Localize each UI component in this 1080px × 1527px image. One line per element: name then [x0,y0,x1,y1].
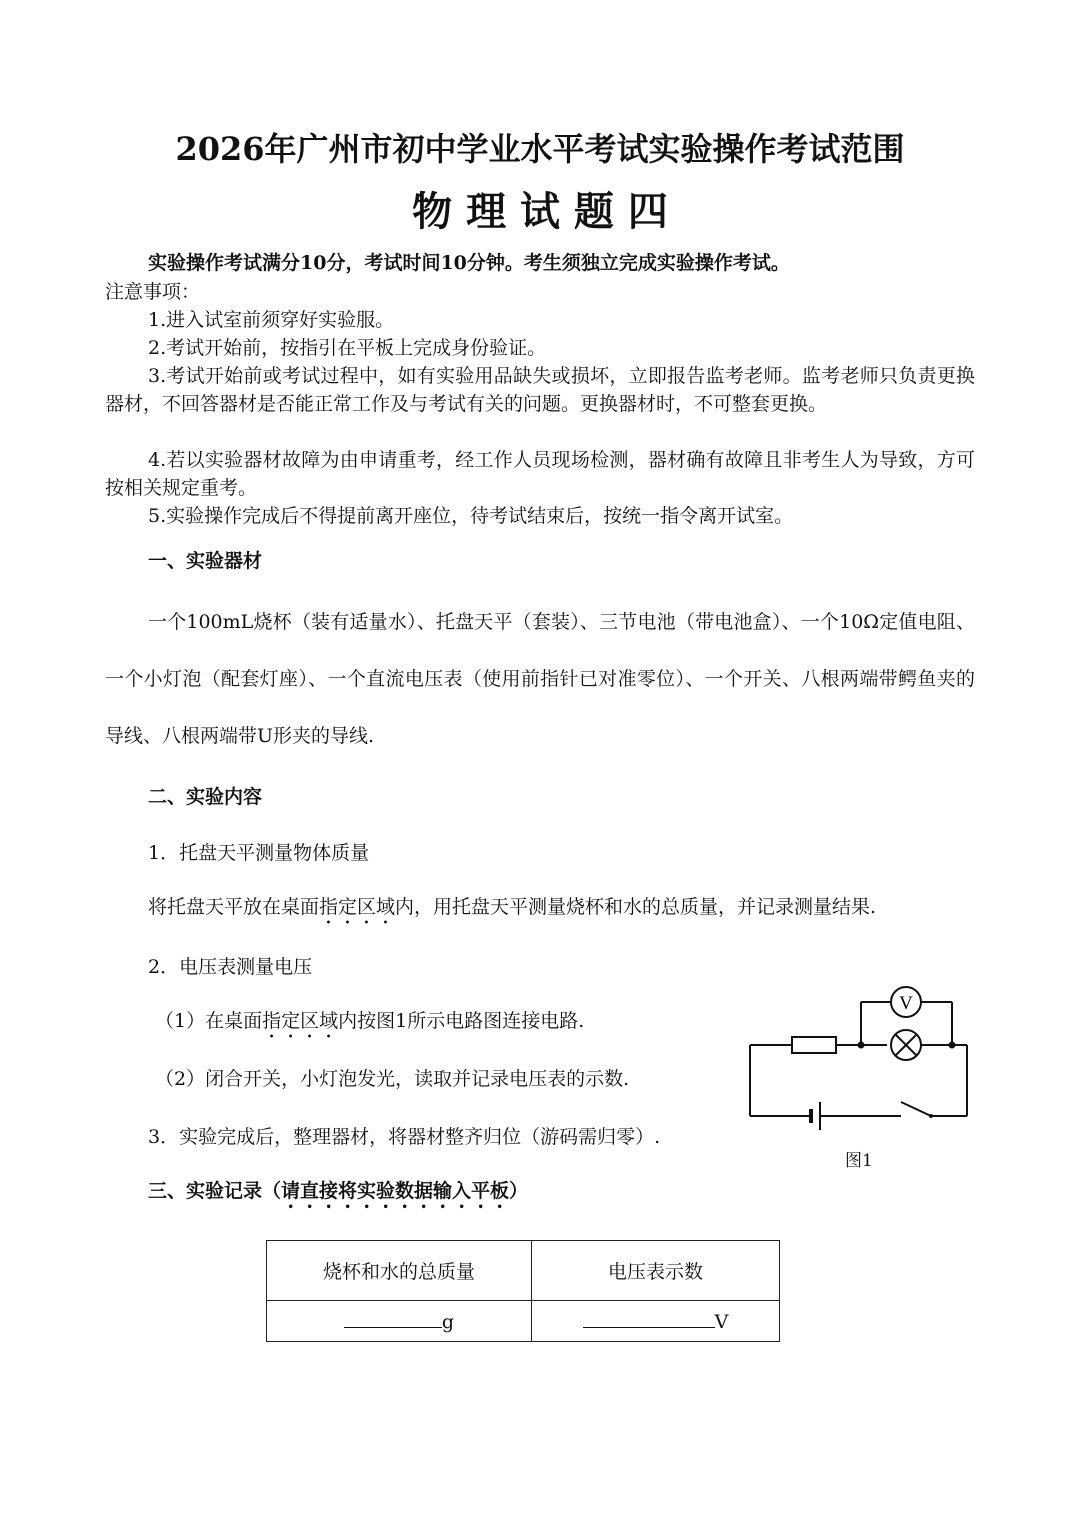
voltmeter-label: V [899,993,913,1014]
step1-description: 将托盘天平放在桌面指定区域内，用托盘天平测量烧杯和水的总质量，并记录测量结果. [148,896,877,918]
step1-title: 1．托盘天平测量物体质量 [148,842,370,864]
equipment-list: 一个100mL烧杯（装有适量水）、托盘天平（套装）、三节电池（带电池盒）、一个10Ω定值电阻、一个小灯泡（配套灯座）、一个直流电压表（使用前指针已对准零位）、一个开关、八根两端带鳄鱼夹的导线、八根两端带U形夹的导线. [105,611,975,747]
header-total-mass: 烧杯和水的总质量 [267,1241,532,1301]
note-item-4: 4.若以实验器材故障为由申请重考，经工作人员现场检测，器材确有故障且非考生人为导致，方可按相关规定重考。 [105,449,975,499]
junction-dot-right [949,1042,956,1049]
notes-heading: 注意事项： [105,281,201,303]
section-equipment-heading: 一、实验器材 [148,550,263,572]
emphasis-designated-area: 指定区域 [319,896,396,918]
note-item-5: 5.实验操作完成后不得提前离开座位，待考试结束后，按统一指令离开试室。 [148,505,794,527]
figure-caption: 图1 [845,1151,873,1171]
circuit-diagram [745,980,975,1145]
note-item-3: 3.考试开始前或考试过程中，如有实验用品缺失或损坏，立即报告监考老师。监考老师只负责更换器材，不回答器材是否能正常工作及与考试有关的问题。更换器材时，不可整套更换。 [105,365,975,415]
document-title: 2026年广州市初中学业水平考试实验操作考试范围 [175,130,905,168]
resistor-symbol [792,1037,836,1053]
section-content-heading: 二、实验内容 [148,786,263,808]
cell-voltage-value: V [532,1301,780,1342]
document-subtitle: 物 理 试 题 四 [412,188,668,235]
blank-line [344,1309,442,1328]
note-item-1: 1.进入试室前须穿好实验服。 [148,309,395,331]
emphasis-designated-area: 指定区域 [262,1010,339,1032]
step3-description: 3．实验完成后，整理器材，将器材整齐归位（游码需归零）. [148,1126,661,1148]
section-record-heading: 三、实验记录（请直接将实验数据输入平板） [148,1180,529,1202]
junction-dot-left [858,1042,865,1049]
header-voltmeter-reading: 电压表示数 [532,1241,780,1301]
switch-pivot [929,1114,933,1118]
cell-mass-value: g [267,1301,532,1342]
emphasis-input-tablet: 请直接将实验数据输入平板 [281,1180,510,1202]
blank-line [583,1309,715,1328]
note-item-2: 2.考试开始前，按指引在平板上完成身份验证。 [148,337,547,359]
switch-blade [901,1102,931,1116]
step2-substep1: （1）在桌面指定区域内按图1所示电路图连接电路. [155,1010,585,1032]
step2-substep2: （2）闭合开关，小灯泡发光，读取并记录电压表的示数. [155,1068,630,1090]
record-table [266,1240,780,1342]
exam-intro: 实验操作考试满分10分，考试时间10分钟。考生须独立完成实验操作考试。 [148,252,790,274]
step2-title: 2．电压表测量电压 [148,956,313,978]
